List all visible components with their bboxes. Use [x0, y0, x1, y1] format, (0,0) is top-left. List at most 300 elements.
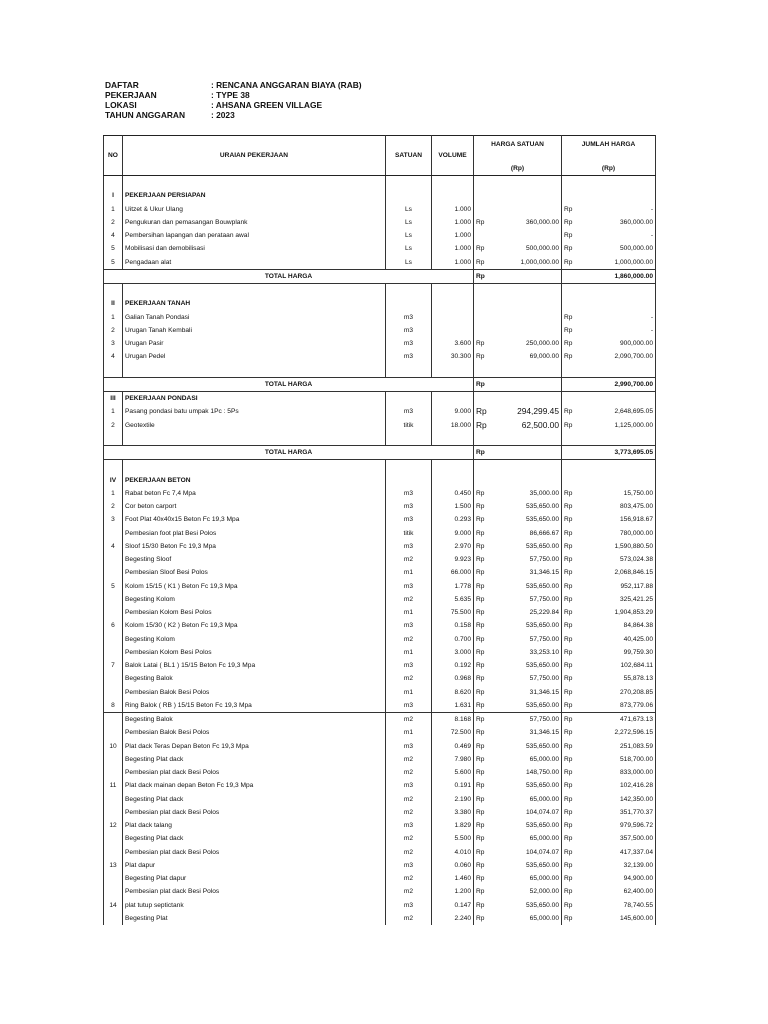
table-row — [104, 872, 656, 885]
empty-cell — [474, 474, 488, 487]
table-row — [104, 726, 656, 739]
total-price: 145,600.00 — [576, 912, 656, 925]
item-volume: 1.631 — [432, 699, 474, 713]
row-no: 1 — [104, 311, 123, 324]
unit-price-rp: Rp — [474, 686, 488, 699]
table-row — [104, 672, 656, 685]
table-row — [104, 779, 656, 792]
col-satuan: SATUAN — [386, 136, 432, 176]
table-body — [104, 176, 656, 926]
item-volume: 2.190 — [432, 793, 474, 806]
total-price: 32,139.00 — [576, 859, 656, 872]
item-description: Begesting Plat — [123, 912, 386, 925]
empty-cell — [432, 460, 474, 474]
empty-cell — [562, 189, 576, 202]
header-value: : RENCANA ANGGARAN BIAYA (RAB) — [211, 80, 362, 90]
item-description: Rabat beton Fc 7,4 Mpa — [123, 487, 386, 500]
row-no: 3 — [104, 337, 123, 350]
total-price-rp: Rp — [562, 686, 576, 699]
item-volume: 2.240 — [432, 912, 474, 925]
total-price-rp: Rp — [562, 229, 576, 242]
item-unit: m2 — [386, 832, 432, 845]
row-no: 8 — [104, 699, 123, 713]
table-row — [104, 753, 656, 766]
item-description: Sloof 15/30 Beton Fc 19,3 Mpa — [123, 540, 386, 553]
unit-price: 57,750.00 — [488, 672, 562, 685]
table-row — [104, 405, 656, 418]
table-row — [104, 311, 656, 324]
item-unit: m1 — [386, 606, 432, 619]
total-price: 573,024.38 — [576, 553, 656, 566]
item-unit: m3 — [386, 513, 432, 526]
empty-cell — [474, 176, 488, 190]
unit-price: 250,000.00 — [488, 337, 562, 350]
table-row — [104, 819, 656, 832]
item-unit: m1 — [386, 566, 432, 579]
empty-cell — [432, 432, 474, 446]
item-description: Begesting Balok — [123, 713, 386, 727]
empty-cell — [123, 460, 386, 474]
total-price: 78,740.55 — [576, 899, 656, 912]
total-price: 1,000,000.00 — [576, 256, 656, 270]
empty-cell — [386, 432, 432, 446]
row-no: 5 — [104, 242, 123, 255]
item-volume: 30.300 — [432, 350, 474, 363]
total-price-rp: Rp — [562, 337, 576, 350]
item-unit: m3 — [386, 487, 432, 500]
item-description: Begesting Sloof — [123, 553, 386, 566]
table-row — [104, 740, 656, 753]
col-uraian: URAIAN PEKERJAAN — [123, 136, 386, 176]
header-row — [105, 90, 362, 100]
table-row — [104, 766, 656, 779]
total-price: 873,779.06 — [576, 699, 656, 713]
section-row — [104, 189, 656, 202]
item-description: Ring Balok ( RB ) 15/15 Beton Fc 19,3 Mpa — [123, 699, 386, 713]
unit-price-rp: Rp — [474, 885, 488, 898]
unit-price: 535,650.00 — [488, 619, 562, 632]
total-price: 55,878.13 — [576, 672, 656, 685]
total-price-rp: Rp — [562, 859, 576, 872]
unit-price-rp: Rp — [474, 487, 488, 500]
total-price-rp: Rp — [562, 779, 576, 792]
item-description: Plat dapur — [123, 859, 386, 872]
table-row — [104, 324, 656, 337]
header-label: TAHUN ANGGARAN — [105, 110, 186, 120]
item-volume: 1.500 — [432, 500, 474, 513]
item-unit: m3 — [386, 311, 432, 324]
total-price-rp: Rp — [562, 566, 576, 579]
empty-cell — [488, 392, 562, 406]
row-no — [104, 606, 123, 619]
unit-price-rp: Rp — [474, 753, 488, 766]
item-description: Balok Latai ( BL1 ) 15/15 Beton Fc 19,3 Mpa — [123, 659, 386, 672]
unit-price-rp: Rp — [474, 606, 488, 619]
empty-cell — [432, 392, 474, 406]
total-price-rp: Rp — [562, 633, 576, 646]
total-rp: Rp — [474, 377, 488, 391]
unit-price: 65,000.00 — [488, 912, 562, 925]
empty-cell — [562, 392, 576, 406]
total-price: 102,684.11 — [576, 659, 656, 672]
total-price-rp: Rp — [562, 500, 576, 513]
unit-price: 535,650.00 — [488, 819, 562, 832]
total-price-rp: Rp — [562, 619, 576, 632]
total-row — [104, 269, 656, 283]
empty-cell — [386, 392, 432, 406]
row-no — [104, 872, 123, 885]
total-price-rp: Rp — [562, 242, 576, 255]
document-header — [105, 80, 362, 120]
item-volume: 66.000 — [432, 566, 474, 579]
unit-price: 31,346.15 — [488, 726, 562, 739]
total-price-rp: Rp — [562, 740, 576, 753]
total-price-rp: Rp — [562, 324, 576, 337]
empty-cell — [474, 284, 488, 298]
unit-price: 65,000.00 — [488, 872, 562, 885]
empty-cell — [432, 364, 474, 378]
total-price-rp: Rp — [562, 912, 576, 925]
item-description: Pembesian foot plat Besi Polos — [123, 527, 386, 540]
row-no: 4 — [104, 350, 123, 363]
total-price-rp: Rp — [562, 527, 576, 540]
section-title: PEKERJAAN PONDASI — [123, 392, 386, 406]
item-description: Begesting Kolom — [123, 633, 386, 646]
unit-price — [488, 229, 562, 242]
empty-cell — [562, 284, 576, 298]
total-price-rp: Rp — [562, 672, 576, 685]
item-unit: m3 — [386, 350, 432, 363]
table-row — [104, 606, 656, 619]
empty-cell — [562, 176, 576, 190]
item-volume: 0.469 — [432, 740, 474, 753]
total-price-rp: Rp — [562, 793, 576, 806]
total-price: 351,770.37 — [576, 806, 656, 819]
col-harga-satuan: HARGA SATUAN (Rp) — [474, 136, 562, 176]
table-row — [104, 242, 656, 255]
row-no — [104, 726, 123, 739]
empty-cell — [432, 189, 474, 202]
total-price: 833,000.00 — [576, 766, 656, 779]
table-row — [104, 553, 656, 566]
item-unit: m2 — [386, 872, 432, 885]
unit-price-rp: Rp — [474, 740, 488, 753]
row-no — [104, 646, 123, 659]
item-description: Kolom 15/15 ( K1 ) Beton Fc 19,3 Mpa — [123, 580, 386, 593]
section-row — [104, 392, 656, 406]
item-unit: m3 — [386, 337, 432, 350]
empty-cell — [386, 460, 432, 474]
item-description: Begesting Plat dack — [123, 793, 386, 806]
header-label: DAFTAR — [105, 80, 139, 90]
unit-price-rp: Rp — [474, 819, 488, 832]
table-row — [104, 619, 656, 632]
item-volume: 0.293 — [432, 513, 474, 526]
total-price-rp: Rp — [562, 513, 576, 526]
total-price-rp: Rp — [562, 899, 576, 912]
total-price: - — [576, 203, 656, 216]
item-description: Plat dack Teras Depan Beton Fc 19,3 Mpa — [123, 740, 386, 753]
item-volume: 0.060 — [432, 859, 474, 872]
total-price: 471,673.13 — [576, 713, 656, 727]
item-volume: 1.000 — [432, 256, 474, 270]
row-no: 1 — [104, 405, 123, 418]
unit-price: 65,000.00 — [488, 753, 562, 766]
total-price-rp: Rp — [562, 646, 576, 659]
empty-cell — [576, 297, 656, 310]
row-no — [104, 806, 123, 819]
empty-cell — [488, 189, 562, 202]
unit-price: 535,650.00 — [488, 740, 562, 753]
empty-cell — [432, 176, 474, 190]
item-volume: 9.000 — [432, 527, 474, 540]
item-unit: m1 — [386, 726, 432, 739]
table-row — [104, 899, 656, 912]
item-description: Cor beton carport — [123, 500, 386, 513]
item-volume: 3.600 — [432, 337, 474, 350]
empty-cell — [488, 269, 562, 283]
table-row — [104, 229, 656, 242]
row-no — [104, 633, 123, 646]
item-unit: m3 — [386, 540, 432, 553]
item-volume: 2.970 — [432, 540, 474, 553]
item-unit: m3 — [386, 659, 432, 672]
item-volume — [432, 311, 474, 324]
total-price-rp: Rp — [562, 885, 576, 898]
unit-price-rp: Rp — [474, 553, 488, 566]
total-price: - — [576, 311, 656, 324]
row-no: 2 — [104, 216, 123, 229]
row-no: IV — [104, 474, 123, 487]
unit-price-rp: Rp — [474, 216, 488, 229]
item-volume: 8.620 — [432, 686, 474, 699]
item-description: Begesting Balok — [123, 672, 386, 685]
row-no — [104, 753, 123, 766]
item-unit: m3 — [386, 740, 432, 753]
total-row — [104, 446, 656, 460]
row-no — [104, 766, 123, 779]
total-price: 900,000.00 — [576, 337, 656, 350]
unit-price-rp — [474, 311, 488, 324]
empty-cell — [386, 364, 432, 378]
unit-price: 31,346.15 — [488, 686, 562, 699]
table-row — [104, 713, 656, 727]
item-volume: 1.829 — [432, 819, 474, 832]
header-value: : AHSANA GREEN VILLAGE — [211, 100, 323, 110]
unit-price-rp: Rp — [474, 779, 488, 792]
table-row — [104, 885, 656, 898]
row-no: 5 — [104, 580, 123, 593]
item-volume: 0.191 — [432, 779, 474, 792]
empty-cell — [474, 297, 488, 310]
empty-cell — [562, 377, 576, 391]
empty-cell — [576, 284, 656, 298]
item-description: Pengadaan alat — [123, 256, 386, 270]
table-row — [104, 500, 656, 513]
item-volume: 1.460 — [432, 872, 474, 885]
item-unit: m2 — [386, 885, 432, 898]
unit-price: 535,650.00 — [488, 540, 562, 553]
total-price-rp: Rp — [562, 203, 576, 216]
table-row — [104, 593, 656, 606]
unit-price-rp: Rp — [474, 593, 488, 606]
blank-row — [104, 176, 656, 190]
item-description: Pembesian Sloof Besi Polos — [123, 566, 386, 579]
row-no: 7 — [104, 659, 123, 672]
total-price: 518,700.00 — [576, 753, 656, 766]
item-volume: 3.380 — [432, 806, 474, 819]
item-description: Plat dack talang — [123, 819, 386, 832]
unit-price: 31,346.15 — [488, 566, 562, 579]
unit-price-rp: Rp — [474, 566, 488, 579]
item-description: Pembesian Balok Besi Polos — [123, 726, 386, 739]
item-volume: 7.980 — [432, 753, 474, 766]
unit-price: 535,650.00 — [488, 580, 562, 593]
unit-price-rp: Rp — [474, 872, 488, 885]
item-volume: 0.968 — [432, 672, 474, 685]
row-no — [104, 832, 123, 845]
total-price-rp: Rp — [562, 487, 576, 500]
row-no: 4 — [104, 540, 123, 553]
item-volume: 0.147 — [432, 899, 474, 912]
table-row — [104, 203, 656, 216]
item-unit: m3 — [386, 580, 432, 593]
item-volume: 18.000 — [432, 419, 474, 432]
item-description: Begesting Kolom — [123, 593, 386, 606]
item-description: Pasang pondasi batu umpak 1Pc : 5Ps — [123, 405, 386, 418]
unit-price: 65,000.00 — [488, 793, 562, 806]
empty-cell — [562, 269, 576, 283]
empty-cell — [488, 364, 562, 378]
empty-cell — [562, 474, 576, 487]
empty-cell — [104, 364, 123, 378]
item-unit: m2 — [386, 846, 432, 859]
item-unit: Ls — [386, 229, 432, 242]
total-rp: Rp — [474, 269, 488, 283]
unit-price-rp: Rp — [474, 766, 488, 779]
row-no: II — [104, 297, 123, 310]
blank-row — [104, 432, 656, 446]
header-label: LOKASI — [105, 100, 137, 110]
total-price: 99,759.30 — [576, 646, 656, 659]
row-no: 3 — [104, 513, 123, 526]
total-price: 357,500.00 — [576, 832, 656, 845]
unit-price — [488, 324, 562, 337]
row-no: 2 — [104, 500, 123, 513]
total-price-rp: Rp — [562, 806, 576, 819]
table-row — [104, 699, 656, 713]
total-price-rp: Rp — [562, 593, 576, 606]
empty-cell — [488, 297, 562, 310]
item-description: Pembesian plat dack Besi Polos — [123, 885, 386, 898]
item-unit: m2 — [386, 553, 432, 566]
unit-price: 57,750.00 — [488, 633, 562, 646]
row-no — [104, 846, 123, 859]
item-unit: titik — [386, 419, 432, 432]
item-unit: Ls — [386, 256, 432, 270]
unit-price: 535,650.00 — [488, 699, 562, 713]
total-price-rp: Rp — [562, 713, 576, 727]
item-unit: Ls — [386, 242, 432, 255]
unit-price-rp: Rp — [474, 256, 488, 270]
row-no: III — [104, 392, 123, 406]
item-unit: m1 — [386, 686, 432, 699]
unit-price-rp — [474, 203, 488, 216]
empty-cell — [562, 432, 576, 446]
unit-price-rp: Rp — [474, 646, 488, 659]
unit-price-rp: Rp — [474, 350, 488, 363]
unit-price: 104,074.07 — [488, 806, 562, 819]
empty-cell — [576, 176, 656, 190]
item-description: Urugan Tanah Kembali — [123, 324, 386, 337]
unit-price: 1,000,000.00 — [488, 256, 562, 270]
empty-cell — [562, 297, 576, 310]
empty-cell — [488, 176, 562, 190]
total-price: 62,400.00 — [576, 885, 656, 898]
item-volume: 1.778 — [432, 580, 474, 593]
total-price-rp: Rp — [562, 659, 576, 672]
item-volume: 72.500 — [432, 726, 474, 739]
item-description: Pengukuran dan pemasangan Bouwplank — [123, 216, 386, 229]
unit-price: 33,253.10 — [488, 646, 562, 659]
total-value: 2,990,700.00 — [576, 377, 656, 391]
total-price-rp: Rp — [562, 580, 576, 593]
total-price-rp: Rp — [562, 405, 576, 418]
col-jumlah-harga: JUMLAH HARGA (Rp) — [562, 136, 656, 176]
table-row — [104, 487, 656, 500]
empty-cell — [474, 392, 488, 406]
unit-price-rp: Rp — [474, 419, 488, 432]
row-no: 2 — [104, 324, 123, 337]
unit-price — [488, 203, 562, 216]
total-price-rp: Rp — [562, 419, 576, 432]
unit-price-rp: Rp — [474, 859, 488, 872]
total-rp: Rp — [474, 446, 488, 460]
item-volume — [432, 324, 474, 337]
total-price: 780,000.00 — [576, 527, 656, 540]
total-price-rp: Rp — [562, 699, 576, 713]
item-unit: m3 — [386, 859, 432, 872]
total-price: 2,068,846.15 — [576, 566, 656, 579]
empty-cell — [104, 284, 123, 298]
unit-price: 69,000.00 — [488, 350, 562, 363]
row-no: 13 — [104, 859, 123, 872]
item-volume: 75.500 — [432, 606, 474, 619]
empty-cell — [104, 432, 123, 446]
unit-price: 104,074.07 — [488, 846, 562, 859]
empty-cell — [432, 284, 474, 298]
item-volume: 0.192 — [432, 659, 474, 672]
total-price-rp: Rp — [562, 606, 576, 619]
total-price: - — [576, 229, 656, 242]
empty-cell — [576, 364, 656, 378]
unit-price-rp: Rp — [474, 540, 488, 553]
unit-price: 535,650.00 — [488, 500, 562, 513]
unit-price-rp — [474, 324, 488, 337]
unit-price-rp: Rp — [474, 899, 488, 912]
unit-price: 535,650.00 — [488, 779, 562, 792]
item-unit: m2 — [386, 593, 432, 606]
empty-cell — [488, 284, 562, 298]
item-unit: m3 — [386, 819, 432, 832]
row-no — [104, 672, 123, 685]
total-price: 40,425.00 — [576, 633, 656, 646]
header-label: PEKERJAAN — [105, 90, 157, 100]
table-row — [104, 216, 656, 229]
row-no — [104, 793, 123, 806]
empty-cell — [576, 392, 656, 406]
item-description: Pembesian plat dack Besi Polos — [123, 846, 386, 859]
